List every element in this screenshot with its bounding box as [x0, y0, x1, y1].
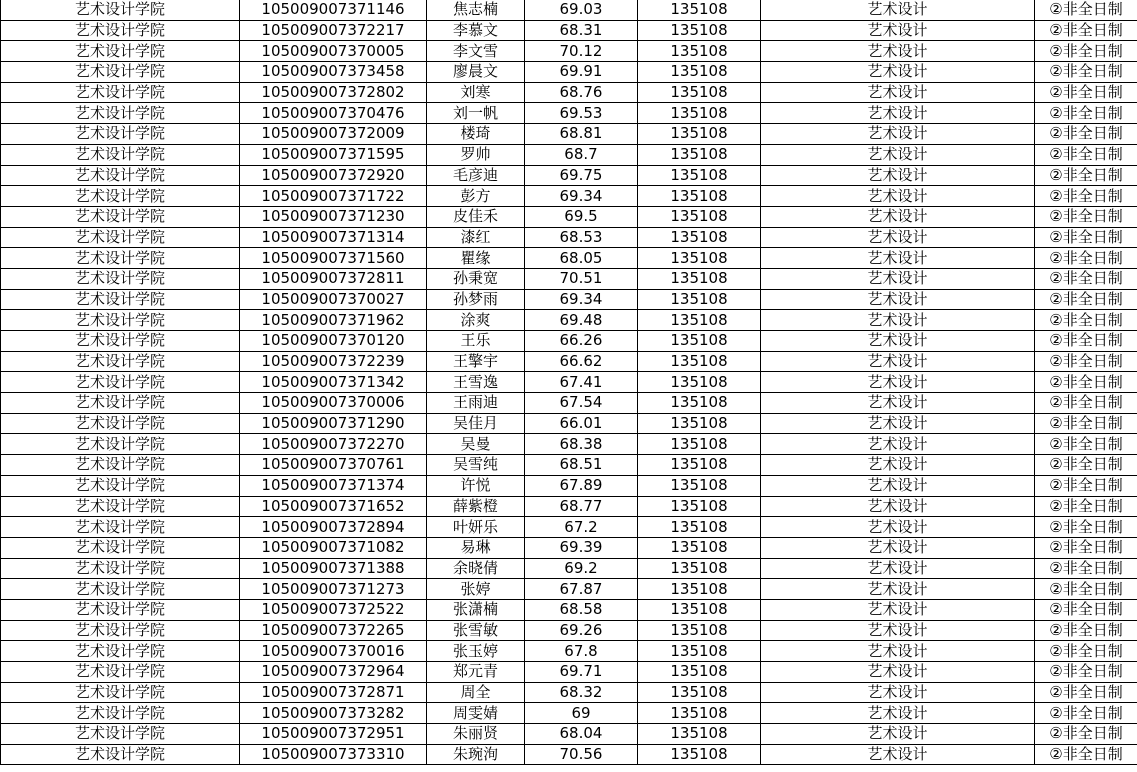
study-mode-cell: ②非全日制 — [1035, 703, 1137, 724]
major-code-cell: 135108 — [638, 620, 761, 641]
candidate-id-cell: 105009007372871 — [240, 682, 427, 703]
name-cell: 周雯婧 — [427, 703, 525, 724]
name-cell: 张玉婷 — [427, 641, 525, 662]
score-cell: 68.81 — [525, 124, 638, 145]
major-code-cell: 135108 — [638, 641, 761, 662]
study-mode-cell: ②非全日制 — [1035, 268, 1137, 289]
major-code-cell: 135108 — [638, 310, 761, 331]
study-mode-cell: ②非全日制 — [1035, 475, 1137, 496]
school-cell: 艺术设计学院 — [1, 165, 240, 186]
score-cell: 70.12 — [525, 41, 638, 62]
score-cell: 68.04 — [525, 724, 638, 745]
score-cell: 69.53 — [525, 103, 638, 124]
table-row — [1, 537, 1137, 558]
major-cell: 艺术设计 — [761, 289, 1035, 310]
table-row — [1, 724, 1137, 745]
study-mode-cell: ②非全日制 — [1035, 682, 1137, 703]
school-cell: 艺术设计学院 — [1, 579, 240, 600]
score-cell: 68.05 — [525, 248, 638, 269]
major-cell: 艺术设计 — [761, 475, 1035, 496]
major-code-cell: 135108 — [638, 124, 761, 145]
major-cell: 艺术设计 — [761, 744, 1035, 765]
candidate-id-cell: 105009007372265 — [240, 620, 427, 641]
major-code-cell: 135108 — [638, 331, 761, 352]
score-cell: 69.71 — [525, 662, 638, 683]
score-cell: 69.26 — [525, 620, 638, 641]
study-mode-cell: ②非全日制 — [1035, 662, 1137, 683]
table-row — [1, 227, 1137, 248]
study-mode-cell: ②非全日制 — [1035, 165, 1137, 186]
candidate-id-cell: 105009007370006 — [240, 393, 427, 414]
candidate-id-cell: 105009007372270 — [240, 434, 427, 455]
major-cell: 艺术设计 — [761, 579, 1035, 600]
school-cell: 艺术设计学院 — [1, 455, 240, 476]
study-mode-cell: ②非全日制 — [1035, 434, 1137, 455]
major-code-cell: 135108 — [638, 268, 761, 289]
major-cell: 艺术设计 — [761, 268, 1035, 289]
table-body — [1, 0, 1137, 765]
study-mode-cell: ②非全日制 — [1035, 641, 1137, 662]
major-code-cell: 135108 — [638, 744, 761, 765]
table-row — [1, 558, 1137, 579]
name-cell: 张婷 — [427, 579, 525, 600]
score-cell: 68.58 — [525, 599, 638, 620]
study-mode-cell: ②非全日制 — [1035, 206, 1137, 227]
study-mode-cell: ②非全日制 — [1035, 103, 1137, 124]
score-cell: 69.34 — [525, 186, 638, 207]
study-mode-cell: ②非全日制 — [1035, 20, 1137, 41]
major-cell: 艺术设计 — [761, 310, 1035, 331]
candidate-id-cell: 105009007371652 — [240, 496, 427, 517]
major-cell: 艺术设计 — [761, 662, 1035, 683]
name-cell: 叶妍乐 — [427, 517, 525, 538]
study-mode-cell: ②非全日制 — [1035, 41, 1137, 62]
name-cell: 焦志楠 — [427, 0, 525, 20]
major-code-cell: 135108 — [638, 62, 761, 83]
table-row — [1, 0, 1137, 20]
school-cell: 艺术设计学院 — [1, 372, 240, 393]
score-cell: 69.48 — [525, 310, 638, 331]
table-row — [1, 144, 1137, 165]
candidate-id-cell: 105009007371146 — [240, 0, 427, 20]
name-cell: 许悦 — [427, 475, 525, 496]
major-cell: 艺术设计 — [761, 227, 1035, 248]
major-code-cell: 135108 — [638, 20, 761, 41]
study-mode-cell: ②非全日制 — [1035, 372, 1137, 393]
major-cell: 艺术设计 — [761, 455, 1035, 476]
name-cell: 刘寒 — [427, 82, 525, 103]
school-cell: 艺术设计学院 — [1, 475, 240, 496]
school-cell: 艺术设计学院 — [1, 62, 240, 83]
major-code-cell: 135108 — [638, 0, 761, 20]
school-cell: 艺术设计学院 — [1, 599, 240, 620]
table-row — [1, 393, 1137, 414]
school-cell: 艺术设计学院 — [1, 703, 240, 724]
candidate-id-cell: 105009007371314 — [240, 227, 427, 248]
school-cell: 艺术设计学院 — [1, 82, 240, 103]
name-cell: 孙梦雨 — [427, 289, 525, 310]
score-cell: 69.2 — [525, 558, 638, 579]
major-code-cell: 135108 — [638, 41, 761, 62]
name-cell: 易琳 — [427, 537, 525, 558]
major-cell: 艺术设计 — [761, 144, 1035, 165]
major-code-cell: 135108 — [638, 599, 761, 620]
major-cell: 艺术设计 — [761, 682, 1035, 703]
major-cell: 艺术设计 — [761, 20, 1035, 41]
study-mode-cell: ②非全日制 — [1035, 0, 1137, 20]
name-cell: 刘一帆 — [427, 103, 525, 124]
major-cell: 艺术设计 — [761, 393, 1035, 414]
table-row — [1, 372, 1137, 393]
school-cell: 艺术设计学院 — [1, 331, 240, 352]
score-cell: 68.77 — [525, 496, 638, 517]
score-cell: 69.34 — [525, 289, 638, 310]
study-mode-cell: ②非全日制 — [1035, 579, 1137, 600]
major-cell: 艺术设计 — [761, 124, 1035, 145]
study-mode-cell: ②非全日制 — [1035, 455, 1137, 476]
score-cell: 69.5 — [525, 206, 638, 227]
table-row — [1, 413, 1137, 434]
table-row — [1, 62, 1137, 83]
table-row — [1, 455, 1137, 476]
study-mode-cell: ②非全日制 — [1035, 144, 1137, 165]
name-cell: 余晓倩 — [427, 558, 525, 579]
table-row — [1, 703, 1137, 724]
score-cell: 66.01 — [525, 413, 638, 434]
school-cell: 艺术设计学院 — [1, 662, 240, 683]
score-cell: 66.26 — [525, 331, 638, 352]
name-cell: 皮佳禾 — [427, 206, 525, 227]
score-cell: 68.32 — [525, 682, 638, 703]
name-cell: 朱丽贤 — [427, 724, 525, 745]
school-cell: 艺术设计学院 — [1, 124, 240, 145]
score-cell: 68.7 — [525, 144, 638, 165]
table-row — [1, 517, 1137, 538]
school-cell: 艺术设计学院 — [1, 641, 240, 662]
candidate-id-cell: 105009007372920 — [240, 165, 427, 186]
major-code-cell: 135108 — [638, 393, 761, 414]
name-cell: 王雪逸 — [427, 372, 525, 393]
name-cell: 吴曼 — [427, 434, 525, 455]
major-cell: 艺术设计 — [761, 599, 1035, 620]
candidate-id-cell: 105009007371560 — [240, 248, 427, 269]
candidate-id-cell: 105009007371230 — [240, 206, 427, 227]
study-mode-cell: ②非全日制 — [1035, 558, 1137, 579]
major-cell: 艺术设计 — [761, 703, 1035, 724]
school-cell: 艺术设计学院 — [1, 517, 240, 538]
candidate-id-cell: 105009007371388 — [240, 558, 427, 579]
major-cell: 艺术设计 — [761, 331, 1035, 352]
school-cell: 艺术设计学院 — [1, 206, 240, 227]
score-cell: 69.75 — [525, 165, 638, 186]
major-code-cell: 135108 — [638, 662, 761, 683]
study-mode-cell: ②非全日制 — [1035, 310, 1137, 331]
major-code-cell: 135108 — [638, 558, 761, 579]
major-cell: 艺术设计 — [761, 413, 1035, 434]
major-code-cell: 135108 — [638, 186, 761, 207]
study-mode-cell: ②非全日制 — [1035, 62, 1137, 83]
candidate-id-cell: 105009007372811 — [240, 268, 427, 289]
candidate-id-cell: 105009007373458 — [240, 62, 427, 83]
table-row — [1, 248, 1137, 269]
table-row — [1, 103, 1137, 124]
school-cell: 艺术设计学院 — [1, 0, 240, 20]
candidate-id-cell: 105009007372964 — [240, 662, 427, 683]
study-mode-cell: ②非全日制 — [1035, 331, 1137, 352]
school-cell: 艺术设计学院 — [1, 413, 240, 434]
candidate-id-cell: 105009007370005 — [240, 41, 427, 62]
name-cell: 李文雪 — [427, 41, 525, 62]
major-cell: 艺术设计 — [761, 517, 1035, 538]
major-cell: 艺术设计 — [761, 186, 1035, 207]
name-cell: 漆红 — [427, 227, 525, 248]
candidate-id-cell: 105009007370761 — [240, 455, 427, 476]
major-code-cell: 135108 — [638, 537, 761, 558]
major-cell: 艺术设计 — [761, 558, 1035, 579]
name-cell: 王擎宇 — [427, 351, 525, 372]
major-cell: 艺术设计 — [761, 62, 1035, 83]
study-mode-cell: ②非全日制 — [1035, 124, 1137, 145]
school-cell: 艺术设计学院 — [1, 20, 240, 41]
study-mode-cell: ②非全日制 — [1035, 744, 1137, 765]
school-cell: 艺术设计学院 — [1, 310, 240, 331]
name-cell: 朱琬洵 — [427, 744, 525, 765]
name-cell: 楼琦 — [427, 124, 525, 145]
study-mode-cell: ②非全日制 — [1035, 517, 1137, 538]
major-cell: 艺术设计 — [761, 351, 1035, 372]
study-mode-cell: ②非全日制 — [1035, 413, 1137, 434]
candidate-id-cell: 105009007371722 — [240, 186, 427, 207]
major-cell: 艺术设计 — [761, 724, 1035, 745]
major-code-cell: 135108 — [638, 227, 761, 248]
table-row — [1, 475, 1137, 496]
major-code-cell: 135108 — [638, 475, 761, 496]
candidate-id-cell: 105009007370476 — [240, 103, 427, 124]
table-row — [1, 662, 1137, 683]
candidate-id-cell: 105009007371962 — [240, 310, 427, 331]
school-cell: 艺术设计学院 — [1, 268, 240, 289]
table-row — [1, 268, 1137, 289]
candidate-id-cell: 105009007373282 — [240, 703, 427, 724]
name-cell: 孙秉宽 — [427, 268, 525, 289]
score-cell: 68.76 — [525, 82, 638, 103]
school-cell: 艺术设计学院 — [1, 393, 240, 414]
school-cell: 艺术设计学院 — [1, 434, 240, 455]
school-cell: 艺术设计学院 — [1, 558, 240, 579]
score-cell: 68.38 — [525, 434, 638, 455]
major-cell: 艺术设计 — [761, 620, 1035, 641]
major-code-cell: 135108 — [638, 248, 761, 269]
table-row — [1, 331, 1137, 352]
candidate-id-cell: 105009007371273 — [240, 579, 427, 600]
score-cell: 68.31 — [525, 20, 638, 41]
school-cell: 艺术设计学院 — [1, 289, 240, 310]
school-cell: 艺术设计学院 — [1, 41, 240, 62]
major-code-cell: 135108 — [638, 682, 761, 703]
table-row — [1, 579, 1137, 600]
score-cell: 70.51 — [525, 268, 638, 289]
major-code-cell: 135108 — [638, 103, 761, 124]
table-row — [1, 744, 1137, 765]
table-row — [1, 82, 1137, 103]
study-mode-cell: ②非全日制 — [1035, 620, 1137, 641]
study-mode-cell: ②非全日制 — [1035, 724, 1137, 745]
name-cell: 周全 — [427, 682, 525, 703]
table-row — [1, 206, 1137, 227]
table-row — [1, 165, 1137, 186]
school-cell: 艺术设计学院 — [1, 248, 240, 269]
study-mode-cell: ②非全日制 — [1035, 496, 1137, 517]
school-cell: 艺术设计学院 — [1, 537, 240, 558]
major-cell: 艺术设计 — [761, 496, 1035, 517]
school-cell: 艺术设计学院 — [1, 496, 240, 517]
school-cell: 艺术设计学院 — [1, 144, 240, 165]
score-cell: 67.41 — [525, 372, 638, 393]
score-cell: 67.89 — [525, 475, 638, 496]
table-row — [1, 20, 1137, 41]
major-code-cell: 135108 — [638, 206, 761, 227]
major-code-cell: 135108 — [638, 289, 761, 310]
name-cell: 吴雪纯 — [427, 455, 525, 476]
major-cell: 艺术设计 — [761, 537, 1035, 558]
table-row — [1, 289, 1137, 310]
score-cell: 67.8 — [525, 641, 638, 662]
score-cell: 69.03 — [525, 0, 638, 20]
table-row — [1, 682, 1137, 703]
study-mode-cell: ②非全日制 — [1035, 289, 1137, 310]
table-row — [1, 641, 1137, 662]
table-row — [1, 620, 1137, 641]
score-cell: 67.54 — [525, 393, 638, 414]
score-cell: 67.87 — [525, 579, 638, 600]
major-code-cell: 135108 — [638, 724, 761, 745]
candidate-id-cell: 105009007371290 — [240, 413, 427, 434]
name-cell: 王乐 — [427, 331, 525, 352]
candidate-id-cell: 105009007371342 — [240, 372, 427, 393]
major-code-cell: 135108 — [638, 413, 761, 434]
major-code-cell: 135108 — [638, 434, 761, 455]
candidate-id-cell: 105009007371082 — [240, 537, 427, 558]
name-cell: 瞿缘 — [427, 248, 525, 269]
name-cell: 廖晨文 — [427, 62, 525, 83]
school-cell: 艺术设计学院 — [1, 620, 240, 641]
major-code-cell: 135108 — [638, 703, 761, 724]
study-mode-cell: ②非全日制 — [1035, 393, 1137, 414]
study-mode-cell: ②非全日制 — [1035, 186, 1137, 207]
candidate-id-cell: 105009007372239 — [240, 351, 427, 372]
school-cell: 艺术设计学院 — [1, 227, 240, 248]
candidate-id-cell: 105009007372522 — [240, 599, 427, 620]
candidate-id-cell: 105009007370016 — [240, 641, 427, 662]
table-row — [1, 186, 1137, 207]
major-cell: 艺术设计 — [761, 41, 1035, 62]
name-cell: 李慕文 — [427, 20, 525, 41]
major-code-cell: 135108 — [638, 496, 761, 517]
major-code-cell: 135108 — [638, 372, 761, 393]
score-cell: 67.2 — [525, 517, 638, 538]
school-cell: 艺术设计学院 — [1, 351, 240, 372]
name-cell: 郑元青 — [427, 662, 525, 683]
study-mode-cell: ②非全日制 — [1035, 351, 1137, 372]
name-cell: 彭方 — [427, 186, 525, 207]
major-code-cell: 135108 — [638, 165, 761, 186]
major-cell: 艺术设计 — [761, 434, 1035, 455]
school-cell: 艺术设计学院 — [1, 724, 240, 745]
candidate-id-cell: 105009007373310 — [240, 744, 427, 765]
name-cell: 涂爽 — [427, 310, 525, 331]
candidate-id-cell: 105009007372802 — [240, 82, 427, 103]
school-cell: 艺术设计学院 — [1, 186, 240, 207]
study-mode-cell: ②非全日制 — [1035, 227, 1137, 248]
major-cell: 艺术设计 — [761, 82, 1035, 103]
score-cell: 69.91 — [525, 62, 638, 83]
score-cell: 70.56 — [525, 744, 638, 765]
candidate-id-cell: 105009007372951 — [240, 724, 427, 745]
candidate-id-cell: 105009007370027 — [240, 289, 427, 310]
score-cell: 69.39 — [525, 537, 638, 558]
name-cell: 张雪敏 — [427, 620, 525, 641]
school-cell: 艺术设计学院 — [1, 103, 240, 124]
school-cell: 艺术设计学院 — [1, 682, 240, 703]
candidate-id-cell: 105009007372009 — [240, 124, 427, 145]
candidate-id-cell: 105009007372217 — [240, 20, 427, 41]
major-code-cell: 135108 — [638, 455, 761, 476]
major-cell: 艺术设计 — [761, 248, 1035, 269]
table-row — [1, 310, 1137, 331]
study-mode-cell: ②非全日制 — [1035, 599, 1137, 620]
major-code-cell: 135108 — [638, 144, 761, 165]
school-cell: 艺术设计学院 — [1, 744, 240, 765]
candidate-id-cell: 105009007371374 — [240, 475, 427, 496]
major-cell: 艺术设计 — [761, 641, 1035, 662]
table-row — [1, 124, 1137, 145]
name-cell: 罗帅 — [427, 144, 525, 165]
name-cell: 张潇楠 — [427, 599, 525, 620]
study-mode-cell: ②非全日制 — [1035, 537, 1137, 558]
name-cell: 吴佳月 — [427, 413, 525, 434]
major-cell: 艺术设计 — [761, 206, 1035, 227]
name-cell: 薛紫橙 — [427, 496, 525, 517]
major-code-cell: 135108 — [638, 351, 761, 372]
table-row — [1, 496, 1137, 517]
major-code-cell: 135108 — [638, 517, 761, 538]
name-cell: 王雨迪 — [427, 393, 525, 414]
major-cell: 艺术设计 — [761, 0, 1035, 20]
candidate-id-cell: 105009007370120 — [240, 331, 427, 352]
table-row — [1, 599, 1137, 620]
score-cell: 68.51 — [525, 455, 638, 476]
table-row — [1, 434, 1137, 455]
study-mode-cell: ②非全日制 — [1035, 82, 1137, 103]
score-cell: 68.53 — [525, 227, 638, 248]
study-mode-cell: ②非全日制 — [1035, 248, 1137, 269]
major-code-cell: 135108 — [638, 579, 761, 600]
major-cell: 艺术设计 — [761, 103, 1035, 124]
table-row — [1, 351, 1137, 372]
score-cell: 66.62 — [525, 351, 638, 372]
major-cell: 艺术设计 — [761, 165, 1035, 186]
candidate-id-cell: 105009007371595 — [240, 144, 427, 165]
major-code-cell: 135108 — [638, 82, 761, 103]
candidate-id-cell: 105009007372894 — [240, 517, 427, 538]
score-cell: 69 — [525, 703, 638, 724]
name-cell: 毛彦迪 — [427, 165, 525, 186]
table-row — [1, 41, 1137, 62]
major-cell: 艺术设计 — [761, 372, 1035, 393]
